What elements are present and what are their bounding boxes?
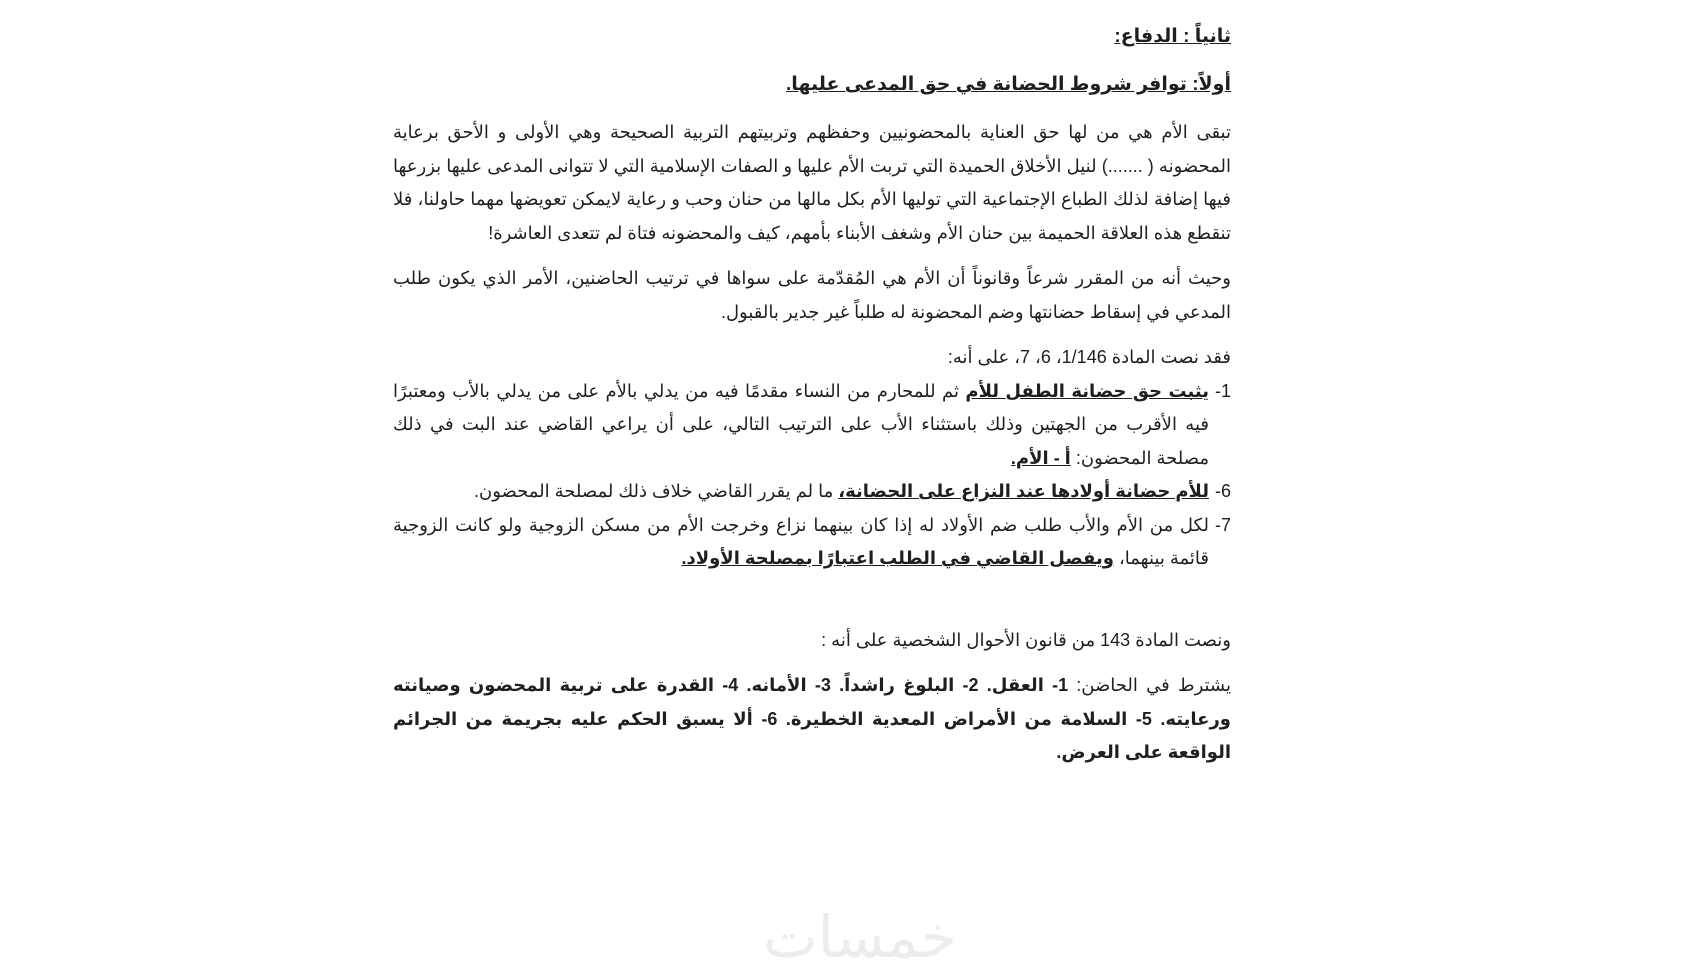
conditions-list: 1- العقل. 2- البلوغ راشداً. 3- الأمانه. 4- القدرة على تربية المحضون وصيانته ورعايته. 5- السلامة من الأمراض المعدية الخطيرة. 6- ألا يسبق الحكم عليه بجريمة من الجرائم الواقعة على العرض. — [393, 675, 1231, 762]
paragraph-article-143: ونصت المادة 143 من قانون الأحوال الشخصية على أنه : — [821, 629, 1231, 650]
article-item-1 — [393, 375, 1231, 476]
section-heading-defense: ثانياً : الدفاع: — [1114, 26, 1231, 47]
paragraph-custodian-conditions — [393, 669, 1231, 770]
article-item-6 — [393, 475, 1231, 509]
article-item-7 — [393, 509, 1231, 576]
article-item-body: لكل من الأم والأب طلب ضم الأولاد له إذا كان بينهما نزاع وخرجت الأم من مسكن الزوجية ولو كانت الزوجية قائمة بينهما، — [393, 514, 1209, 568]
article-item-body: ثم للمحارم من النساء مقدمًا فيه من يدلي بالأم على من يدلي بالأب ومعتبرًا فيه الأقرب من الجهتين وذلك باستثناء الأب على الترتيب التالي، على أن يراعي القاضي عند البت في ذلك مصلحة المحضون: — [393, 380, 1209, 468]
document-body — [393, 20, 1231, 770]
article-item-body: ما لم يقرر القاضي خلاف ذلك لمصلحة المحضون. — [473, 481, 839, 501]
article-item-bold-start: يثبت حق حضانة الطفل للأم — [965, 380, 1209, 401]
article-item-text — [393, 475, 1209, 509]
article-item-bold-end: أ - الأم. — [1010, 447, 1071, 468]
khamsat-watermark-logo: خمسات — [763, 905, 957, 970]
article-item-number: 6- — [1214, 481, 1231, 501]
article-item-bold-end: ويفصل القاضي في الطلب اعتبارًا بمصلحة الأولاد. — [681, 548, 1114, 568]
article-item-number: 1- — [1214, 380, 1231, 401]
subsection-heading-custody-conditions: أولاً: توافر شروط الحضانة في حق المدعى عليها. — [786, 74, 1231, 95]
paragraph-article-146: فقد نصت المادة 1/146، 6، 7، على أنه: — [947, 347, 1231, 367]
article-item-bold-start: للأم حضانة أولادها عند النزاع على الحضانة، — [838, 481, 1209, 501]
paragraph-legal-precedence: وحيث أنه من المقرر شرعاً وقانوناً أن الأم هي المُقدّمة على سواها في ترتيب الحاضنين، الأمر الذي يكون طلب المدعي في إسقاط حضانتها وضم المحضونة له طلباً غير جدير بالقبول. — [393, 268, 1231, 322]
paragraph-mother-right: تبقى الأم هي من لها حق العناية بالمحضونيين وحفظهم وتربيتهم التربية الصحيحة وهي الأولى و الأحق برعاية المحضونه ( .......) لنيل الأخلاق الحميدة التي تربت الأم عليها و الصفات الإسلامية التي لا تتوانى المدعى عليها بزرعها فيها إضافة لذلك الطباع الإجتماعية التي توليها الأم بكل مالها من حنان وحب و رعاية لايمكن تعويضها مهما حاولنا، فلا تنقطع هذه العلاقة الحميمة بين حنان الأم وشغف الأبناء بأمهم، كيف والمحضونه فتاة لم تتعدى العاشرة! — [393, 122, 1231, 243]
article-item-number: 7- — [1214, 514, 1231, 535]
article-item-text — [393, 375, 1209, 476]
article-item-text — [393, 509, 1209, 576]
conditions-lead: يشترط في الحاضن: — [1068, 675, 1232, 695]
